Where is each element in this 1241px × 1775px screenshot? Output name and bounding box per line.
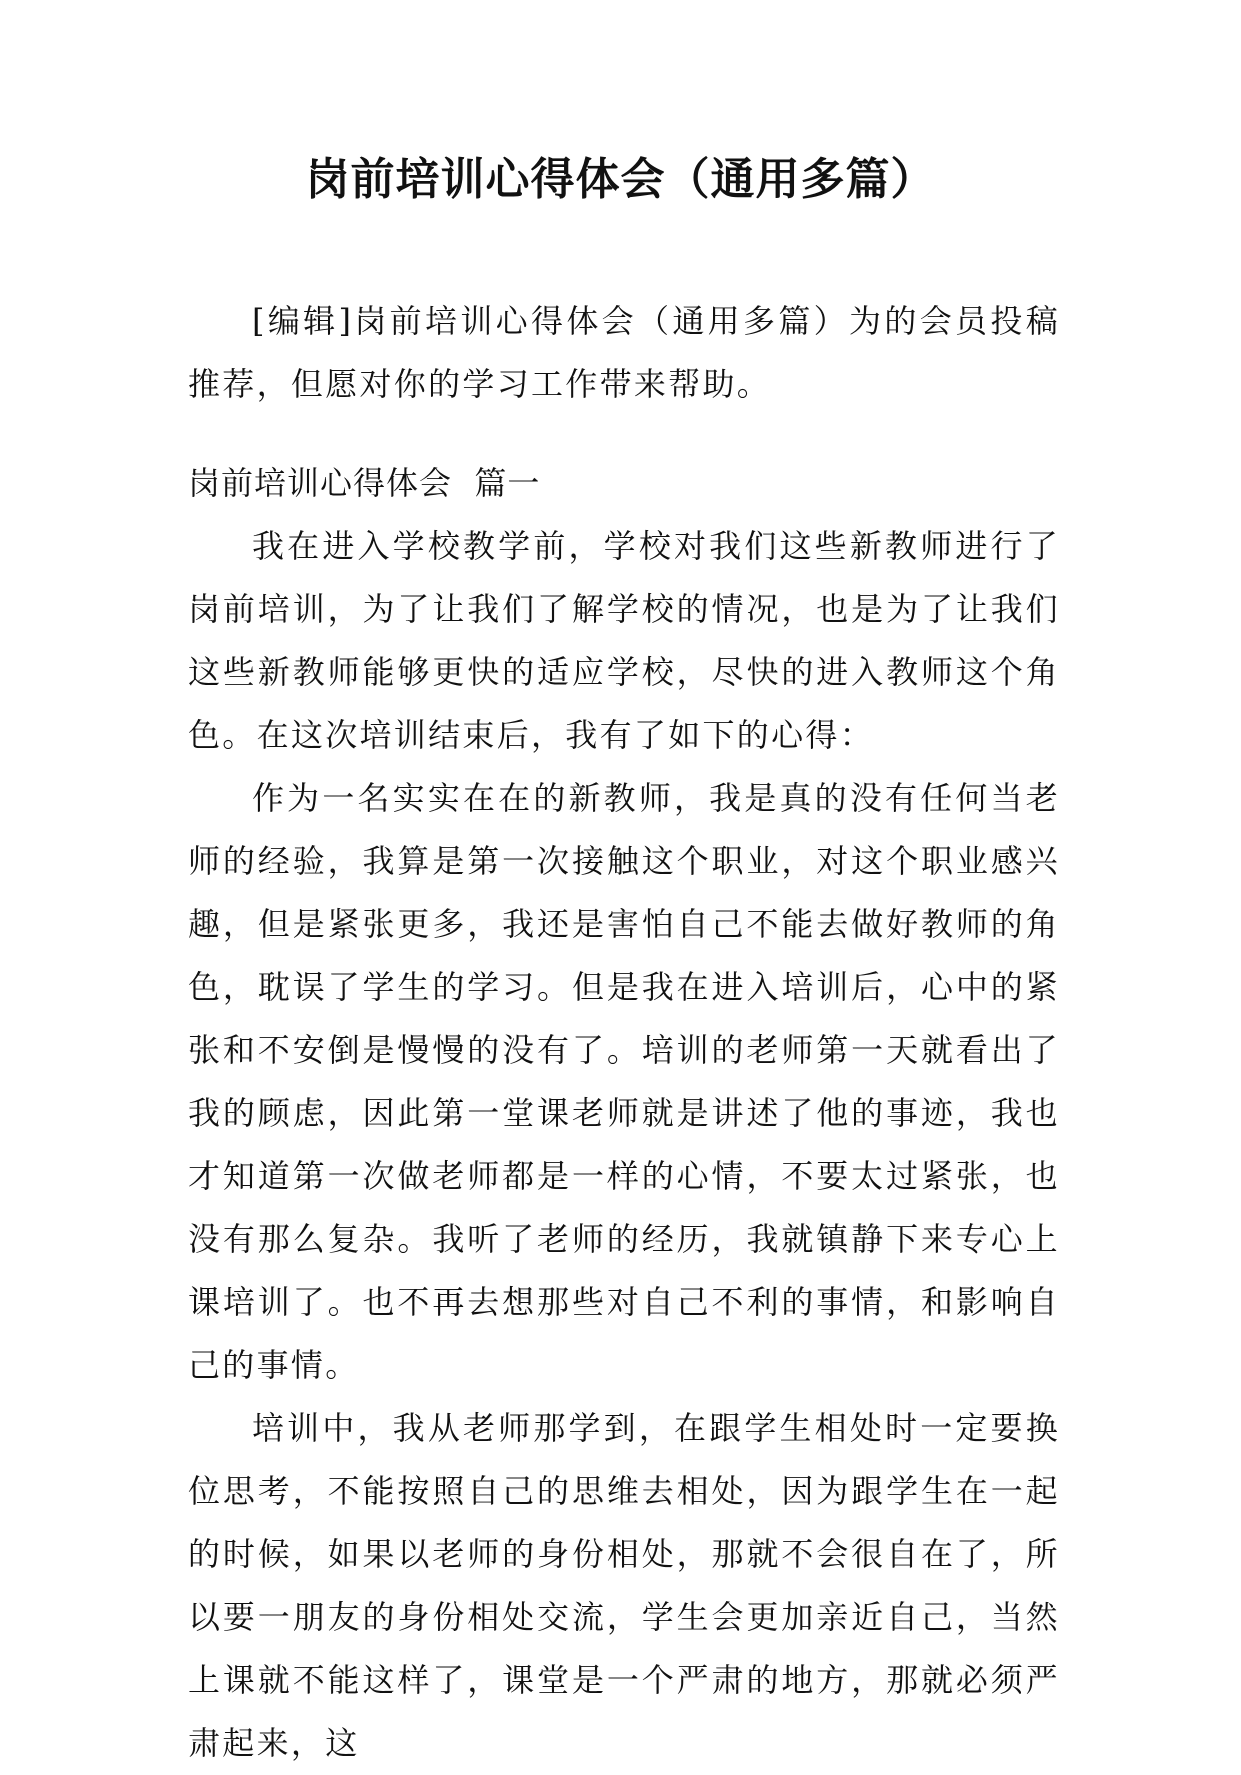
document-body: [188, 290, 1060, 1775]
intro-paragraph: [编辑]岗前培训心得体会（通用多篇）为的会员投稿推荐，但愿对你的学习工作带来帮助。: [188, 302, 1060, 403]
document-title: 岗前培训心得体会（通用多篇）: [305, 154, 936, 205]
section-heading: 岗前培训心得体会 篇一: [188, 464, 541, 502]
body-paragraph-1: 我在进入学校教学前，学校对我们这些新教师进行了岗前培训，为了让我们了解学校的情况，也是为了让我们这些新教师能够更快的适应学校，尽快的进入教师这个角色。在这次培训结束后，我有了如下的心得：: [188, 527, 1060, 754]
body-paragraph-3: 培训中，我从老师那学到，在跟学生相处时一定要换位思考，不能按照自己的思维去相处，因为跟学生在一起的时候，如果以老师的身份相处，那就不会很自在了，所以要一朋友的身份相处交流，学生会更加亲近自己，当然上课就不能这样了，课堂是一个严肃的地方，那就必须严肃起来，这: [188, 1409, 1060, 1762]
body-paragraph-2: 作为一名实实在在的新教师，我是真的没有任何当老师的经验，我算是第一次接触这个职业，对这个职业感兴趣，但是紧张更多，我还是害怕自己不能去做好教师的角色，耽误了学生的学习。但是我在进入培训后，心中的紧张和不安倒是慢慢的没有了。培训的老师第一天就看出了我的顾虑，因此第一堂课老师就是讲述了他的事迹，我也才知道第一次做老师都是一样的心情，不要太过紧张，也没有那么复杂。我听了老师的经历，我就镇静下来专心上课培训了。也不再去想那些对自己不利的事情，和影响自己的事情。: [188, 779, 1060, 1384]
